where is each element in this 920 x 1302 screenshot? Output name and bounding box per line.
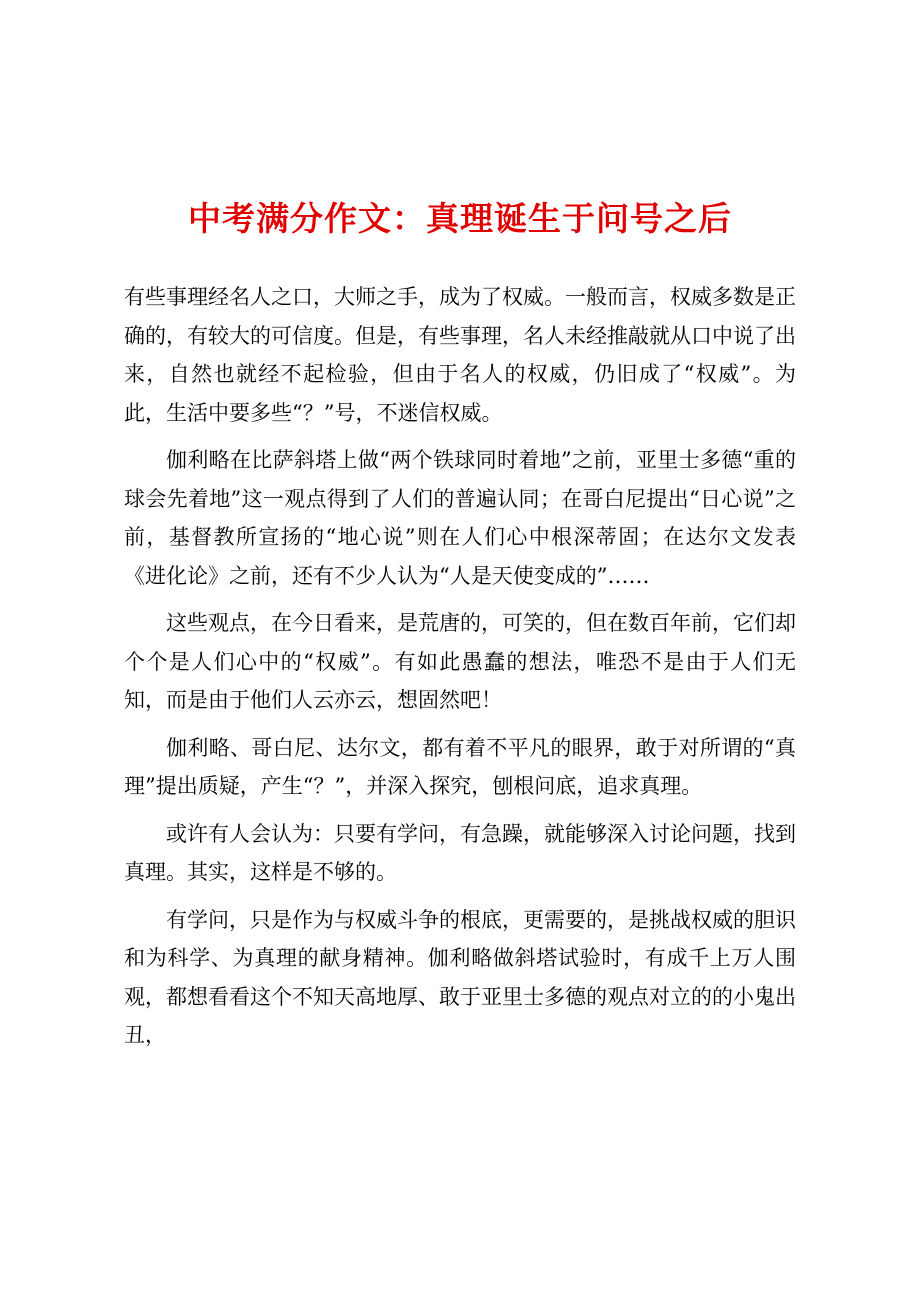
paragraph-4: 伽利略、哥白尼、达尔文，都有着不平凡的眼界，敢于对所谓的“真理”提出质疑，产生“？”，并深入探究，刨根问底，追求真理。 [124,735,796,798]
paragraph-2: 伽利略在比萨斜塔上做“两个铁球同时着地”之前，亚里士多德“重的球会先着地”这一观点得到了人们的普遍认同；在哥白尼提出“日心说”之前，基督教所宣扬的“地心说”则在人们心中根深蒂固；在达尔文发表《进化论》之前，还有不少人认为“人是天使变成的”…… [124,448,796,588]
paragraph-5: 或许有人会认为：只要有学问，有急躁，就能够深入讨论问题，找到真理。其实，这样是不够的。 [124,821,796,884]
paragraph-3: 这些观点，在今日看来，是荒唐的，可笑的，但在数百年前，它们却个个是人们心中的“权威”。有如此愚蠢的想法，唯恐不是由于人们无知，而是由于他们人云亦云，想固然吧！ [124,611,796,712]
document-title: 中考满分作文：真理诞生于问号之后 [188,199,732,238]
paragraph-1: 有些事理经名人之口，大师之手，成为了权威。一般而言，权威多数是正确的，有较大的可信度。但是，有些事理，名人未经推敲就从口中说了出来，自然也就经不起检验，但由于名人的权威，仍旧成了“权威”。为此，生活中要多些“？”号，不迷信权威。 [124,285,796,425]
paragraph-6: 有学问，只是作为与权威斗争的根底，更需要的，是挑战权威的胆识和为科学、为真理的献身精神。伽利略做斜塔试验时，有成千上万人围观，都想看看这个不知天高地厚、敢于亚里士多德的观点对立的的小鬼出丑， [124,907,796,1047]
document-body [124,278,796,1064]
